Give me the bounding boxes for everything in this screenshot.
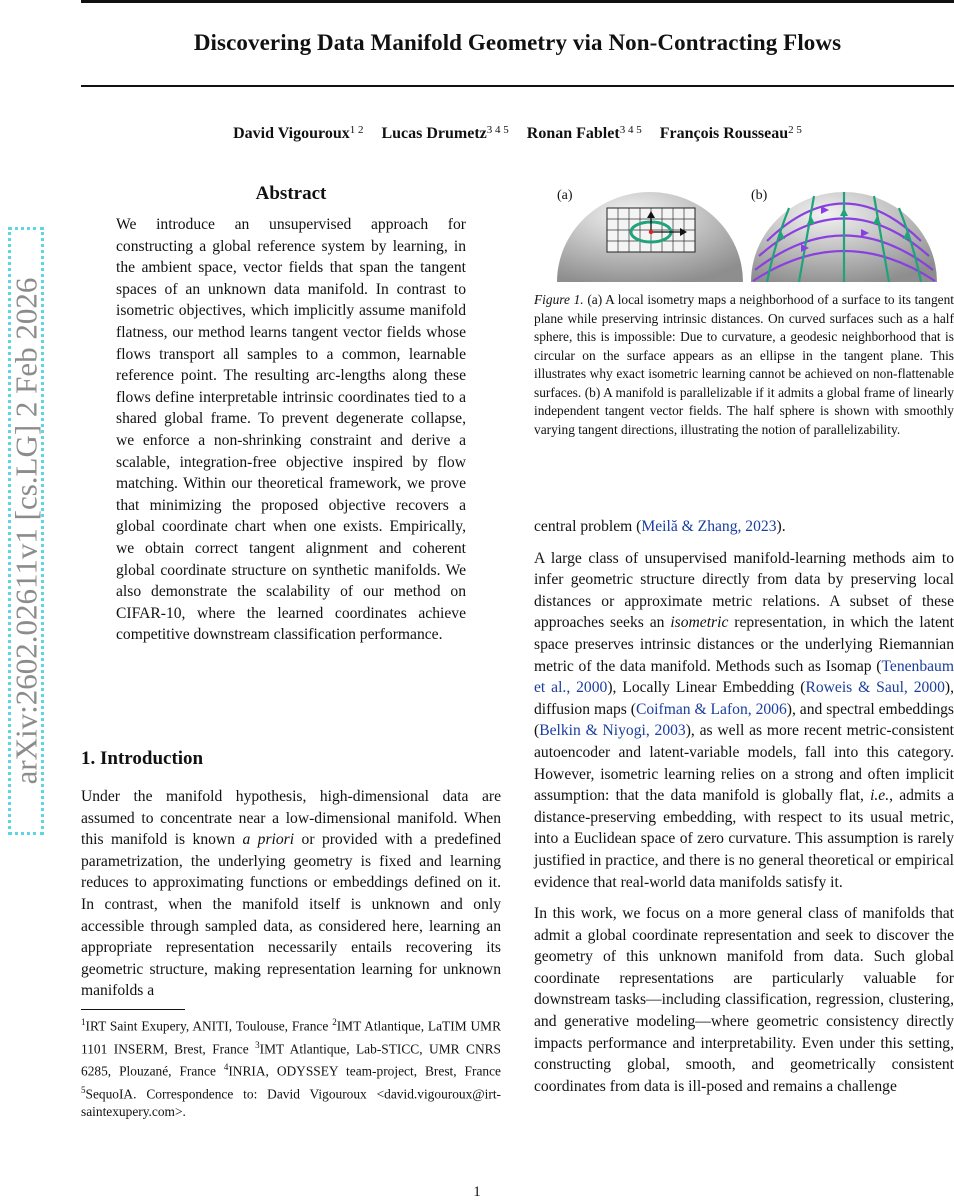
author-name: David Vigouroux [233, 125, 350, 142]
title-rule [81, 85, 954, 87]
author-name: Ronan Fablet [526, 125, 620, 142]
section-heading: 1. Introduction [81, 748, 204, 769]
author-affiliation: 2 5 [788, 124, 802, 136]
author-affiliation: 3 4 5 [619, 124, 642, 136]
affiliations-footnote: $^1$IRT Saint Exupery, ANITI, Toulouse, France $^2$IMT Atlantique, LaTIM UMR 1101 INSERM, Brest, France $^3$IMT Atlantique, Lab-STICC, UMR CNRS 6285, Plouzané, France $^4$INRIA, ODYSSEY team-project, Brest, France $^5$SequoIA. Correspondence to: David Vigouroux <david.vigouroux@irt-saintexupery.com>. [81, 1017, 501, 1120]
abstract-heading: Abstract [255, 183, 327, 204]
page-number: 1 [473, 1184, 481, 1200]
figure-panel-b-vector-fields [749, 186, 939, 282]
citation-link[interactable]: Coifman & Lafon, 2006 [635, 700, 787, 718]
author-name: Lucas Drumetz [381, 125, 487, 142]
intro-paragraph: Under the manifold hypothesis, high-dimensional data are assumed to concentrate near a low-dimensional manifold. When this manifold is known a priori or provided with a predefined parametrization, the underlying geometry is fixed and learning reduces to approximating functions or embeddings defined on it. In contrast, when the manifold itself is unknown and only accessible through sampled data, as considered here, learning an appropriate representation necessarily entails recovering its geometric structure, making representation learning for unknown manifolds a [81, 788, 501, 1000]
paragraph: central problem (Meilă & Zhang, 2023). [534, 518, 786, 535]
footnote-rule [81, 1009, 185, 1010]
abstract-text: We introduce an unsupervised approach for constructing a global reference system by learning, in the ambient space, vector fields that span the tangent spaces of an unknown data manifold. In contrast to isometric objectives, which implicitly assume manifold flatness, our method learns tangent vector fields whose flows transport all samples to a common, learnable reference point. The resulting arc-lengths along these flows define interpretable intrinsic coordinates tied to a shared global frame. To prevent degenerate collapse, we enforce a non-shrinking constraint and derive a scalable, integration-free objective inspired by flow matching. Within our theoretical framework, we prove that minimizing the proposed objective recovers a global coordinate chart when one exists. Empirically, we obtain correct tangent alignment and coherent global coordinate structure on synthetic manifolds. We also demonstrate the scalability of our method on CIFAR-10, where the learned coordinates achieve competitive downstream classification performance. [116, 216, 466, 644]
author-affiliation: 3 4 5 [486, 124, 509, 136]
figure-caption: Figure 1. (a) A local isometry maps a neighborhood of a surface to its tangent plane while preserving intrinsic distances. On curved surfaces such as a half sphere, this is impossible: Due to curvature, a geodesic neighborhood that is circular on the surface appears as an ellipse in the tangent plane. This illustrates why exact isometric learning cannot be achieved on non-flattenable surfaces. (b) A manifold is parallelizable if it admits a global frame of linearly independent tangent vector fields. The half sphere is shown with smoothly varying tangent directions, illustrating the notion of parallelizability. [534, 292, 954, 437]
top-rule [81, 0, 954, 3]
author-name: François Rousseau [659, 125, 789, 142]
figure-panel-a-tangent-plane [555, 186, 745, 282]
paragraph: A large class of unsupervised manifold-learning methods aim to infer geometric structure directly from data by preserving local distances or approximate metric relations. A subset of these approaches seeks an isometric representation, in which the latent space preserves intrinsic distances or the underlying Riemannian metric of the data manifold. Methods such as Isomap (Tenenbaum et al., 2000), Locally Linear Embedding (Roweis & Saul, 2000), diffusion maps (Coifman & Lafon, 2006), and spectral embeddings (Belkin & Niyogi, 2003), as well as more recent metric-consistent autoencoder and latent-variable models, fall into this category. However, isometric learning relies on a strong and often implicit assumption: that the data manifold is globally flat, i.e., admits a distance-preserving embedding, with respect to its usual metric, into a Euclidean space of zero curvature. This assumption is rarely justified in practice, and there is no general theoretical or empirical evidence that real-world data manifolds satisfy it. [534, 549, 954, 891]
author-affiliation: 1 2 [349, 124, 364, 136]
citation-link[interactable]: Roweis & Saul, 2000 [805, 679, 945, 697]
paper-title: Discovering Data Manifold Geometry via Non-Contracting Flows [193, 30, 842, 55]
citation-link[interactable]: Belkin & Niyogi, 2003 [539, 722, 686, 740]
arxiv-stamp [8, 227, 44, 835]
figure-panel-label-a: (a) [557, 188, 573, 203]
citation-link[interactable]: Tenenbaum et al., 2000 [534, 657, 954, 697]
paragraph: In this work, we focus on a more general class of manifolds that admit a global coordinate representation and seek to discover the geometry of this unknown manifold from data. Such global coordinate representations are particularly valuable for downstream tasks—including classification, regression, clustering, and generative modeling—where geometric consistency directly impacts performance and interpretability. Even under this setting, constructing global, smooth, and geometrically consistent coordinates from data is ill-posed and remains a challenge [534, 905, 954, 1095]
citation-link[interactable]: Meilă & Zhang, 2023 [641, 518, 777, 535]
right-column-body [534, 516, 954, 1107]
figure-1 [555, 186, 954, 282]
arxiv-stamp-text: arXiv:2602.02611v1 [cs.LG] 2 Feb 2026 [8, 277, 43, 785]
author-list [81, 124, 954, 143]
figure-panel-label-b: (b) [751, 188, 768, 203]
